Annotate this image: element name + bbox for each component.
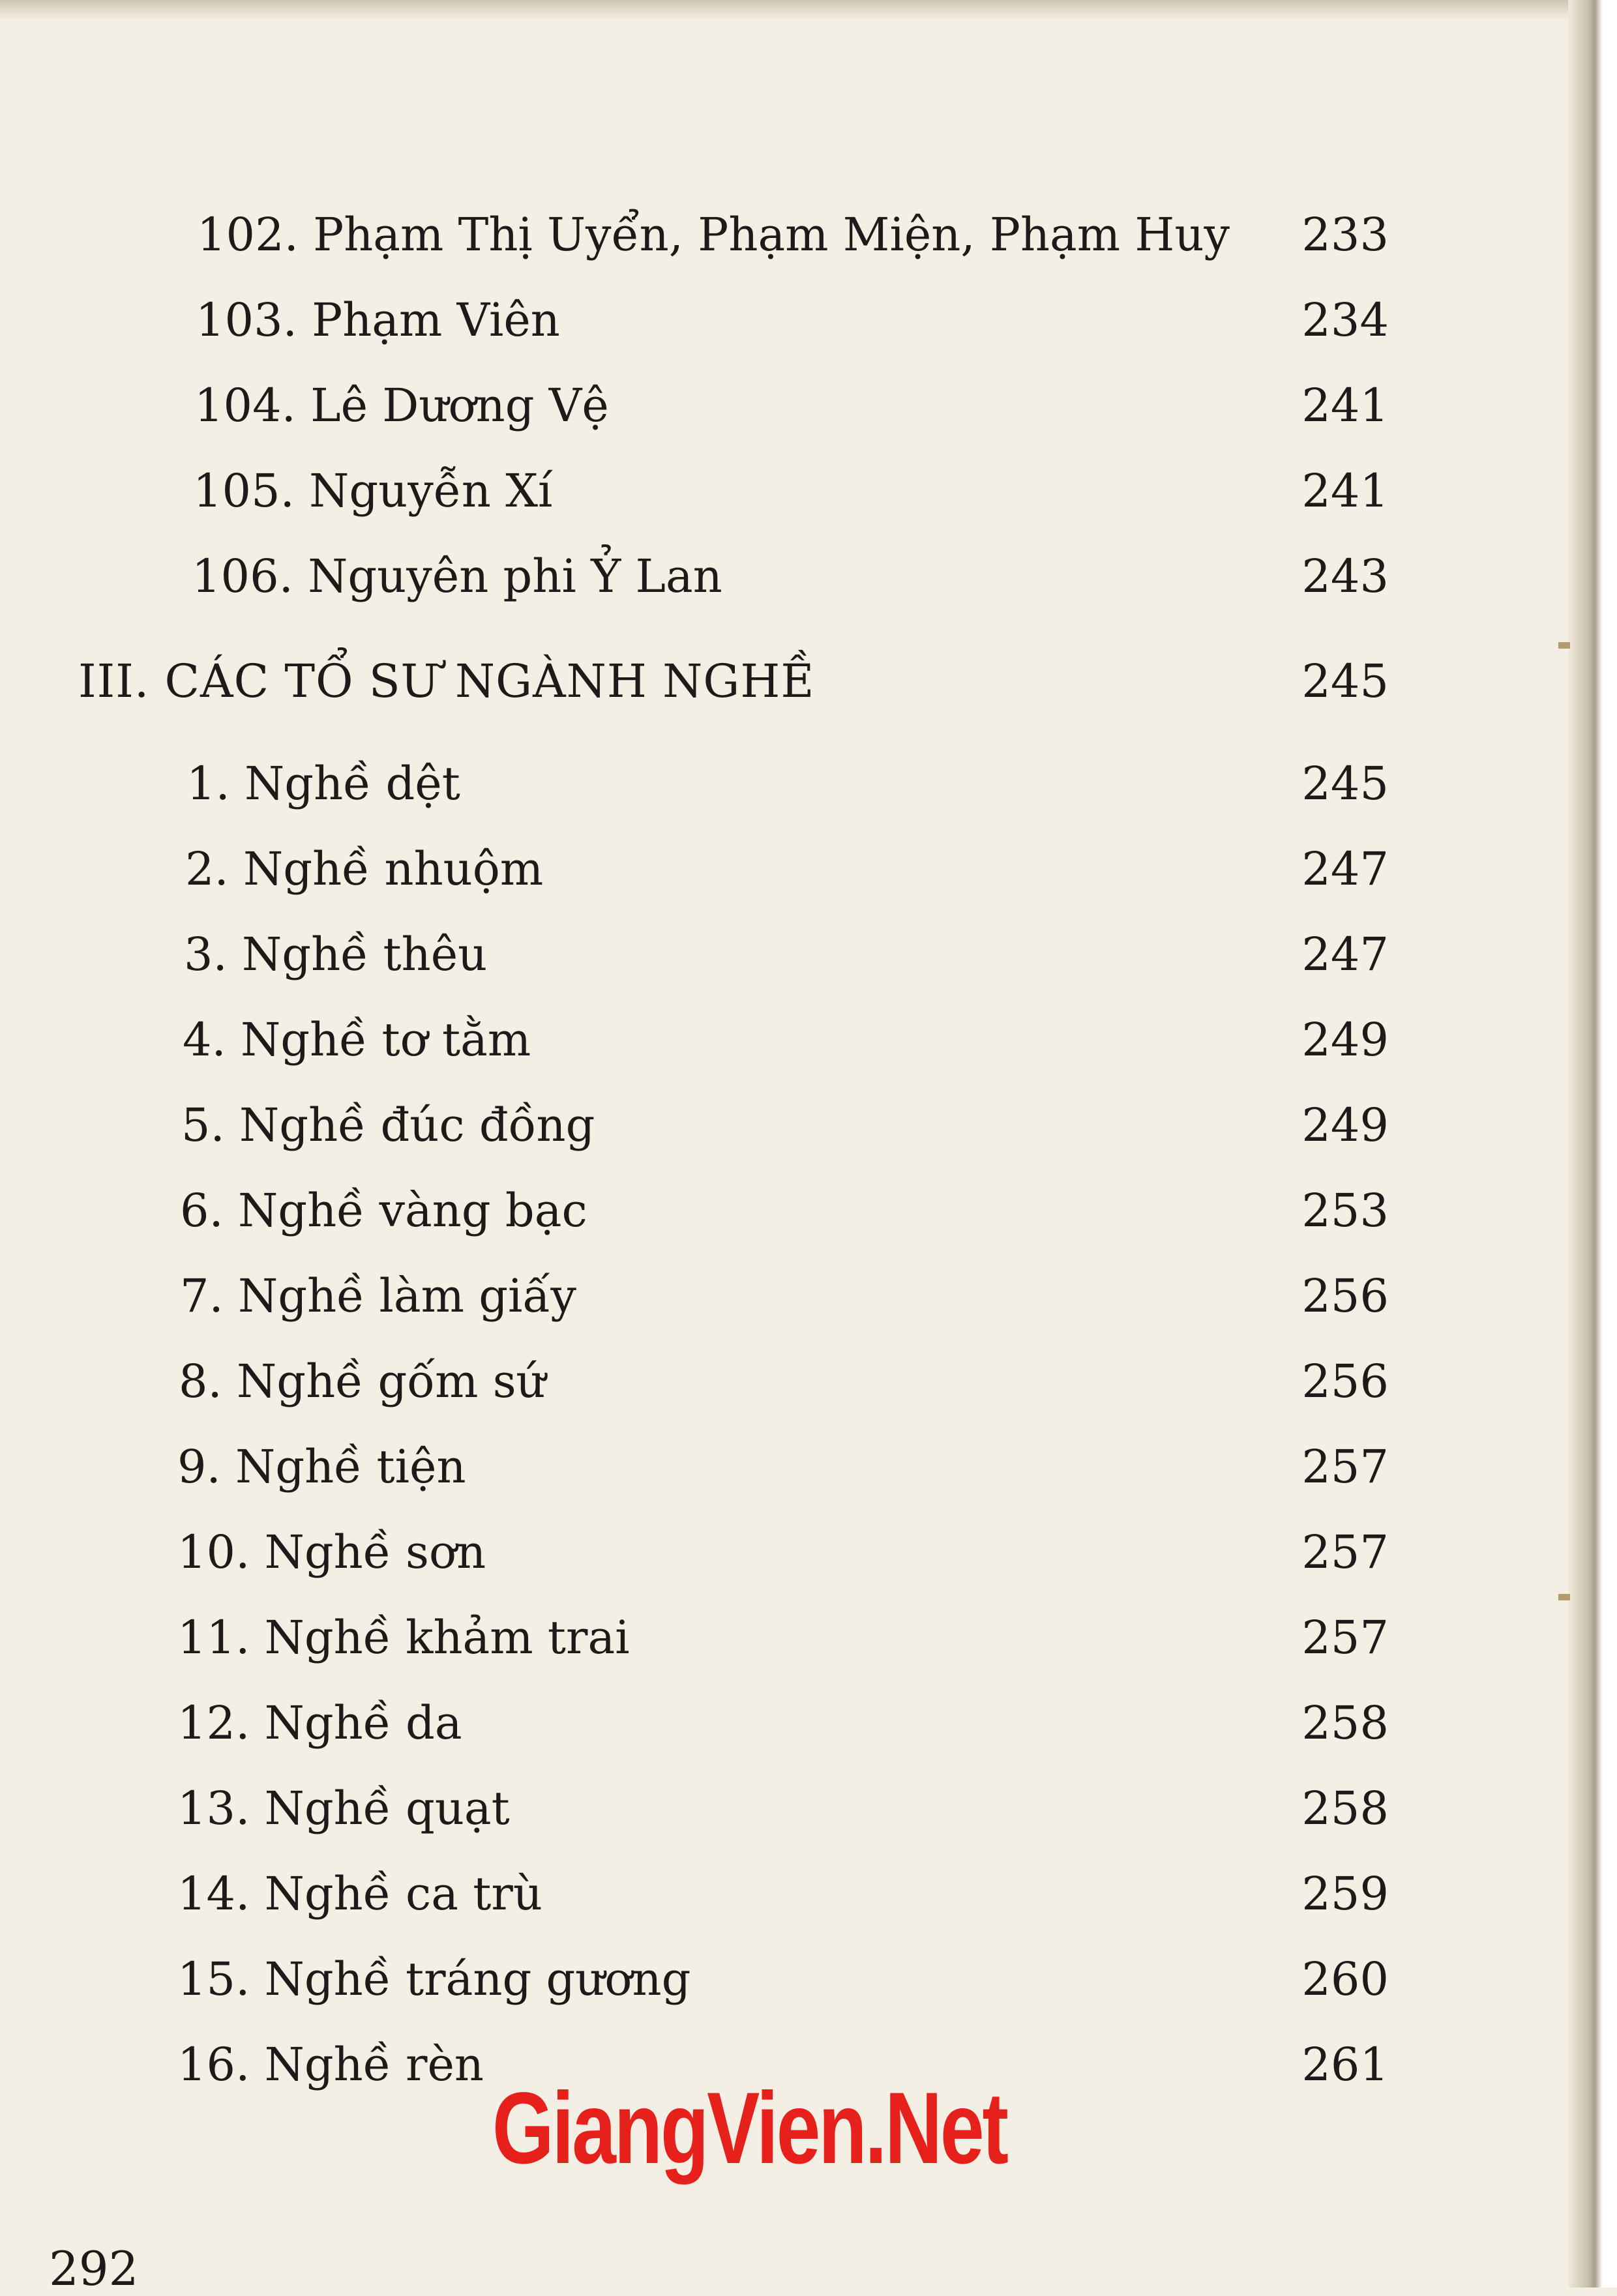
toc-entry [0,1089,1389,1161]
toc-entry-page: 247 [1301,842,1389,896]
toc-entry-page: 249 [1301,1013,1389,1067]
binding-stitch [1558,642,1570,649]
toc-entry [0,1773,1389,1844]
toc-entry-title: 13. Nghề quạt [177,1782,510,1835]
toc-section-heading [0,645,1389,717]
toc-entry-title: 4. Nghề tơ tằm [183,1013,531,1067]
watermark: GiangVien.Net [492,2072,1007,2185]
toc-entry-title: 16. Nghề rèn [177,2038,484,2091]
toc-entry [0,833,1389,905]
toc-entry-title: 8. Nghề gốm sứ [179,1355,546,1408]
toc-entry [0,1346,1389,1417]
page-edge-shadow [0,0,1571,20]
toc-entry-page: 256 [1301,1355,1389,1408]
toc-entry-page: 234 [1301,293,1389,347]
toc-entry-title: 103. Phạm Viên [196,293,560,347]
toc-entry [0,1431,1389,1503]
toc-entry [0,919,1389,990]
toc-entry-page: 258 [1301,1696,1389,1750]
toc-entry-page: 243 [1301,550,1389,603]
toc-entry-title: 6. Nghề vàng bạc [180,1184,587,1237]
toc-entry-title: 12. Nghề da [177,1696,462,1750]
toc-entry [0,1687,1389,1759]
toc-entry [0,284,1389,356]
toc-entry [0,1516,1389,1588]
toc-entry-page: 257 [1301,1440,1389,1494]
toc-entry [0,1943,1389,2015]
toc-entry-title: 106. Nguyên phi Ỷ Lan [192,550,722,603]
book-binding-edge [1568,0,1617,2288]
toc-entry-title: 1. Nghề dệt [186,757,460,810]
toc-entry-page: 241 [1301,379,1389,432]
toc-entry-title: 104. Lê Dương Vệ [194,379,609,432]
toc-entry-page: 253 [1301,1184,1389,1237]
toc-entry-page: 249 [1301,1098,1389,1152]
section-title: III. CÁC TỔ SƯ NGÀNH NGHỀ [78,655,815,708]
toc-entry-title: 102. Phạm Thị Uyển, Phạm Miện, Phạm Huy [197,208,1230,261]
toc-entry-title: 15. Nghề tráng gương [177,1952,691,2006]
toc-entry-title: 10. Nghề sơn [177,1525,486,1579]
toc-entry-page: 233 [1301,208,1389,261]
toc-entry-page: 241 [1301,464,1389,518]
toc-entry [0,455,1389,527]
toc-entry-title: 2. Nghề nhuộm [185,842,544,896]
toc-entry-page: 245 [1301,757,1389,810]
toc-entry [0,1602,1389,1673]
section-page: 245 [1301,655,1389,708]
toc-entry [0,370,1389,441]
toc-entry [0,1004,1389,1076]
toc-entry-title: 11. Nghề khảm trai [177,1611,630,1664]
toc-entry [0,540,1389,612]
toc-entry-page: 247 [1301,928,1389,981]
toc-entry-page: 259 [1301,1867,1389,1921]
page-number: 292 [49,2241,139,2296]
binding-stitch [1558,1594,1570,1600]
toc-entry [0,748,1389,819]
toc-entry [0,1175,1389,1246]
toc-entry-page: 256 [1301,1269,1389,1323]
toc-entry-page: 260 [1301,1952,1389,2006]
toc-entry [0,199,1389,271]
toc-entry [0,1858,1389,1930]
toc-entry-title: 9. Nghề tiện [177,1440,466,1494]
toc-entry-page: 258 [1301,1782,1389,1835]
toc-entry-title: 3. Nghề thêu [184,928,488,981]
toc-entry-page: 257 [1301,1525,1389,1579]
toc-entry-title: 14. Nghề ca trù [177,1867,542,1921]
toc-entry [0,1260,1389,1332]
toc-entry-title: 5. Nghề đúc đồng [181,1098,595,1152]
toc-entry-title: 7. Nghề làm giấy [180,1269,576,1323]
toc-entry-page: 261 [1301,2038,1389,2091]
toc-entry-page: 257 [1301,1611,1389,1664]
toc-entry-title: 105. Nguyễn Xí [193,464,553,518]
